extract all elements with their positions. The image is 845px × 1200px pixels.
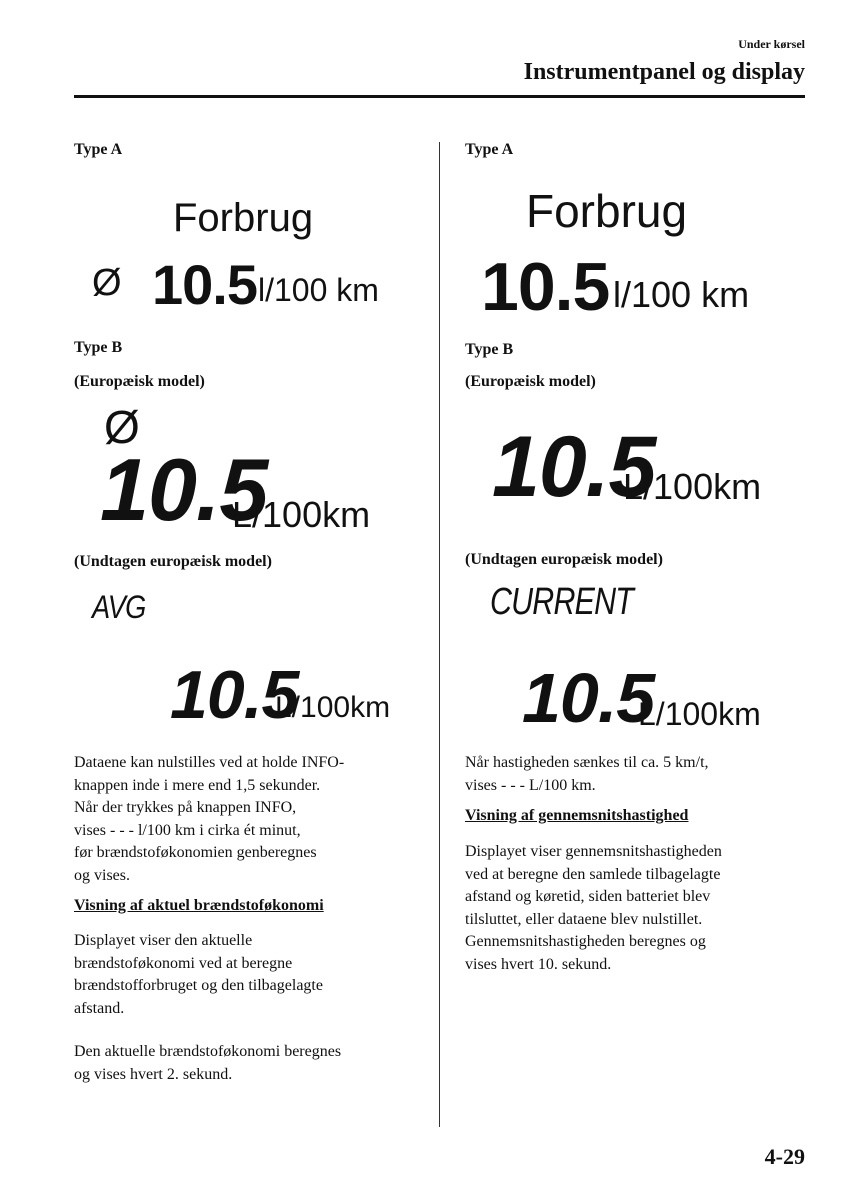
left-subheading: Visning af aktuel brændstoføkonomi — [74, 897, 324, 914]
right-non-european-label: (Undtagen europæisk model) — [465, 551, 663, 568]
left-european-label: (Europæisk model) — [74, 373, 205, 390]
left-type-b-average-symbol: Ø — [104, 401, 140, 453]
right-type-a-value: 10.5 — [481, 249, 610, 325]
left-non-european-value: 10.5 — [170, 657, 299, 733]
column-divider — [439, 142, 440, 1127]
right-type-b-unit: L/100km — [623, 466, 762, 507]
page-title: Instrumentpanel og display — [523, 59, 805, 85]
right-type-a-display-title: Forbrug — [526, 185, 688, 237]
right-subheading: Visning af gennemsnitshastighed — [465, 807, 689, 824]
page-number: 4-29 — [764, 1144, 805, 1169]
right-mode-text: CURRENT — [490, 581, 634, 623]
left-mode-text: AVG — [92, 589, 146, 625]
left-paragraph-description: Displayet viser den aktuelle brændstoføkonomi ved at beregne brændstofforbruget og den tilbagelagte afstand. — [74, 932, 323, 1017]
left-type-a-unit: l/100 km — [258, 272, 379, 308]
right-type-b-label: Type B — [465, 341, 514, 358]
left-type-a-average-symbol: Ø — [92, 262, 122, 304]
section-name: Under kørsel — [738, 37, 805, 51]
left-type-b-value: 10.5 — [100, 440, 268, 539]
right-type-b-value: 10.5 — [492, 419, 656, 515]
left-type-a-display-title: Forbrug — [173, 196, 314, 240]
left-type-a-label: Type A — [74, 141, 123, 158]
right-european-label: (Europæisk model) — [465, 373, 596, 390]
left-non-european-unit: L/100km — [275, 691, 391, 724]
left-non-european-label: (Undtagen europæisk model) — [74, 553, 272, 570]
right-paragraph-speed: Når hastigheden sænkes til ca. 5 km/t, vises - - - L/100 km. — [465, 754, 709, 794]
right-type-a-unit: l/100 km — [613, 274, 750, 315]
right-paragraph-description: Displayet viser gennemsnitshastigheden ved at beregne den samlede tilbagelagte afstand og køretid, siden batteriet blev tilsluttet, eller dataene blev nulstillet. Gennemsnitshastigheden beregnes og vises hvert 10. sekund. — [465, 843, 722, 973]
left-paragraph-reset: Dataene kan nulstilles ved at holde INFO- knappen inde i mere end 1,5 sekunder. Når der trykkes på knappen INFO, vises - - - l/100 km i cirka ét minut, før brændstoføkonomien genberegnes og vises. — [74, 754, 345, 884]
left-paragraph-interval: Den aktuelle brændstoføkonomi beregnes og vises hvert 2. sekund. — [74, 1043, 342, 1083]
left-type-b-label: Type B — [74, 339, 123, 356]
right-non-european-value: 10.5 — [522, 659, 655, 737]
left-type-a-value: 10.5 — [152, 253, 257, 316]
left-type-b-unit: L/100km — [232, 494, 371, 535]
header-divider — [74, 95, 805, 98]
right-type-a-label: Type A — [465, 141, 514, 158]
right-non-european-unit: L/100km — [638, 696, 761, 732]
